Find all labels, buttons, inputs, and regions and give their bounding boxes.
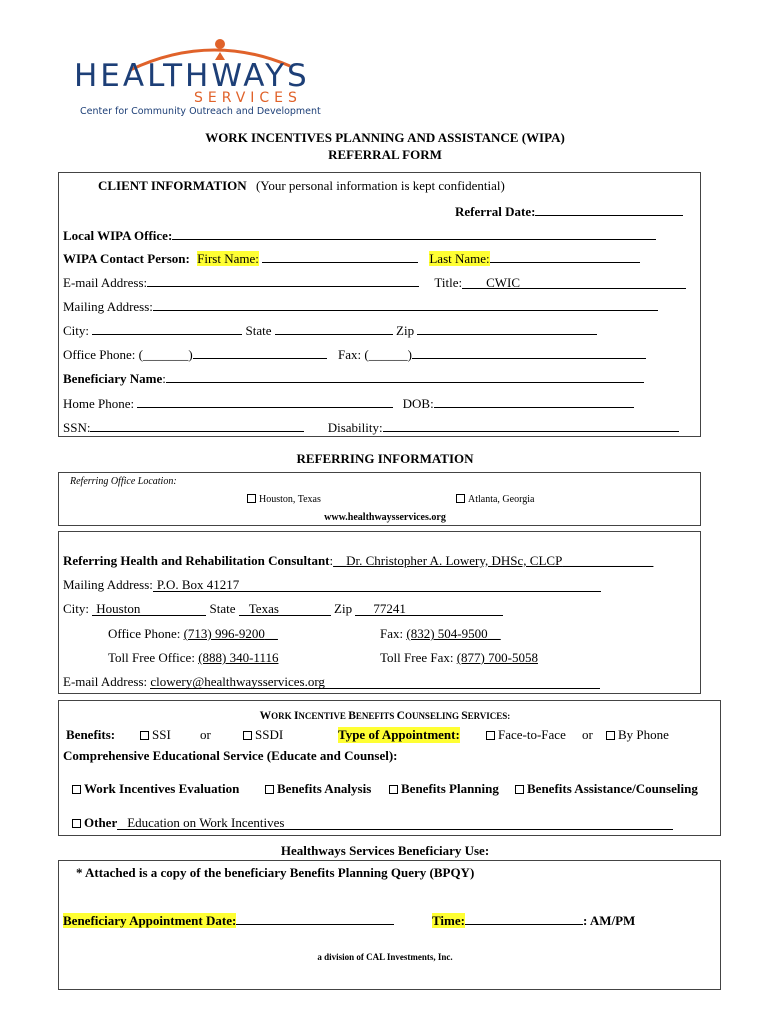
atlanta-label: Atlanta, Georgia (468, 494, 535, 505)
ces-label: Comprehensive Educational Service (Educate and Counsel): (63, 748, 398, 763)
disability-field[interactable] (383, 420, 679, 432)
other-row (72, 815, 673, 831)
assistance-label: Benefits Assistance/Counseling (527, 781, 698, 796)
ref-mailing-label: Mailing Address: (63, 577, 153, 592)
ampm-label: : AM/PM (582, 913, 636, 928)
ssdi-label: SSDI (255, 727, 284, 742)
ssi-option[interactable] (140, 727, 171, 743)
time-field[interactable] (465, 913, 583, 925)
assistance-option[interactable] (515, 781, 698, 797)
ssi-label: SSI (152, 727, 171, 742)
assistance-checkbox[interactable] (515, 785, 524, 794)
time-row (432, 913, 635, 929)
ref-email-field (150, 674, 600, 689)
beneficiary-name-row: Beneficiary Name: (63, 371, 644, 387)
toll-free-fax-value: (877) 700-5058 (456, 650, 538, 665)
title-value: CWIC (486, 275, 521, 290)
appt-date-field[interactable] (236, 913, 394, 925)
evaluation-label: Work Incentives Evaluation (84, 781, 240, 796)
ssn-field[interactable] (90, 420, 304, 432)
ref-office-phone-label: Office Phone: (108, 626, 181, 641)
consultant-value: __Dr. Christopher A. Lowery, DHSc, CLCP______________ (333, 553, 654, 568)
referring-heading: REFERRING INFORMATION (296, 451, 474, 466)
first-name-field[interactable] (262, 251, 418, 263)
website-link[interactable]: www.healthwaysservices.org (324, 512, 446, 523)
ref-email-value: clowery@healthwaysservices.org (150, 674, 325, 689)
ref-zip-value: 77241 (373, 601, 406, 616)
ref-email-label: E-mail Address: (63, 674, 148, 689)
local-office-row (63, 228, 656, 244)
client-office-phone-field[interactable] (193, 347, 327, 359)
beneficiary-use-heading: Healthways Services Beneficiary Use: (280, 843, 490, 858)
analysis-label: Benefits Analysis (277, 781, 372, 796)
ref-fax-row (380, 626, 501, 642)
client-email-row (63, 275, 686, 291)
houston-checkbox[interactable] (247, 494, 256, 503)
ssn-label: SSN: (63, 420, 91, 435)
home-phone-label: Home Phone: (63, 396, 135, 411)
referral-date-label: Referral Date: (455, 204, 536, 219)
client-office-phone-label: Office Phone: (_______) (63, 347, 193, 362)
ssi-checkbox[interactable] (140, 731, 149, 740)
consultant-label: Referring Health and Rehabilitation Consultant (63, 553, 330, 568)
client-fax-field[interactable] (412, 347, 646, 359)
last-name-label: Last Name: (429, 251, 490, 266)
by-phone-checkbox[interactable] (606, 731, 615, 740)
contact-person-row (63, 251, 640, 267)
client-zip-label: Zip (396, 323, 415, 338)
other-field[interactable] (117, 815, 673, 830)
appointment-type-label: Type of Appointment: (338, 727, 460, 742)
ref-mailing-field (153, 577, 601, 592)
referral-date-row (455, 204, 683, 220)
ref-email-row (63, 674, 600, 690)
local-office-label: Local WIPA Office: (63, 228, 173, 243)
other-label: Other (84, 815, 118, 830)
footer-division: a division of CAL Investments, Inc. (317, 952, 453, 962)
planning-option[interactable] (389, 781, 499, 797)
referral-date-field[interactable] (535, 204, 683, 216)
dob-label: DOB: (402, 396, 434, 411)
home-phone-field[interactable] (137, 396, 393, 408)
logo-sub: SERVICES (194, 90, 302, 106)
planning-label: Benefits Planning (401, 781, 499, 796)
evaluation-option[interactable] (72, 781, 239, 797)
ref-state-value: Texas (248, 601, 279, 616)
client-city-row (63, 323, 597, 339)
atlanta-option[interactable] (456, 494, 534, 505)
client-info-heading (98, 178, 505, 194)
ssn-row (63, 420, 679, 436)
ref-city-value: Houston (96, 601, 141, 616)
evaluation-checkbox[interactable] (72, 785, 81, 794)
ref-office-phone-value: (713) 996-9200__ (183, 626, 278, 641)
logo-tagline: Center for Community Outreach and Development (80, 106, 321, 117)
client-email-label: E-mail Address: (63, 275, 148, 290)
houston-label: Houston, Texas (259, 494, 321, 505)
logo-name: HEALTHWAYS (74, 58, 310, 94)
ref-fax-value: (832) 504-9500__ (406, 626, 501, 641)
home-phone-row (63, 396, 634, 412)
consultant-row: Referring Health and Rehabilitation Consultant:__Dr. Christopher A. Lowery, DHSc, CLCP______________ (63, 553, 654, 568)
title-label: Title: (434, 275, 463, 290)
ref-state-field (239, 601, 331, 616)
ref-fax-label: Fax: (380, 626, 404, 641)
client-fax-label: Fax: (______) (337, 347, 413, 362)
by-phone-label: By Phone (618, 727, 669, 742)
first-name-label: First Name: (197, 251, 259, 266)
other-checkbox[interactable] (72, 819, 81, 828)
client-email-field[interactable] (147, 275, 419, 287)
toll-free-office-row (108, 650, 278, 666)
benefits-label: Benefits: (66, 727, 116, 742)
ref-mailing-value: P.O. Box 41217 (156, 577, 240, 592)
form-subtitle: REFERRAL FORM (328, 147, 442, 162)
title-field[interactable] (462, 275, 686, 289)
ref-office-phone-row (108, 626, 278, 642)
client-city-field[interactable] (92, 323, 242, 335)
appt-date-row (63, 913, 394, 929)
ref-mailing-row (63, 577, 601, 593)
ref-city-row (63, 601, 503, 617)
toll-free-office-value: (888) 340-1116 (198, 650, 279, 665)
form-title: WORK INCENTIVES PLANNING AND ASSISTANCE (WIPA) (205, 130, 565, 145)
client-heading-text: CLIENT INFORMATION (98, 178, 247, 193)
analysis-checkbox[interactable] (265, 785, 274, 794)
beneficiary-name-field[interactable] (166, 371, 644, 383)
face-to-face-option[interactable] (486, 727, 566, 743)
client-state-label: State (245, 323, 272, 338)
houston-option[interactable] (247, 494, 321, 505)
services-heading: WORK INCENTIVE BENEFITS COUNSELING SERVICES: (259, 710, 511, 722)
attached-note: * Attached is a copy of the beneficiary Benefits Planning Query (BPQY) (76, 865, 475, 880)
client-mailing-label: Mailing Address: (63, 299, 153, 314)
analysis-option[interactable] (265, 781, 371, 797)
ref-state-label: State (209, 601, 236, 616)
contact-person-label: WIPA Contact Person: (63, 251, 190, 266)
face-to-face-label: Face-to-Face (498, 727, 566, 742)
local-office-field[interactable] (172, 228, 656, 240)
planning-checkbox[interactable] (389, 785, 398, 794)
ssdi-checkbox[interactable] (243, 731, 252, 740)
ref-zip-field (355, 601, 503, 616)
dob-field[interactable] (434, 396, 634, 408)
client-phone-row (63, 347, 646, 363)
ref-zip-label: Zip (334, 601, 353, 616)
ref-city-field (92, 601, 206, 616)
face-to-face-checkbox[interactable] (486, 731, 495, 740)
client-state-field[interactable] (275, 323, 393, 335)
client-heading-note: (Your personal information is kept confidential) (255, 178, 505, 193)
by-phone-option[interactable] (606, 727, 669, 743)
atlanta-checkbox[interactable] (456, 494, 465, 503)
client-city-label: City: (63, 323, 90, 338)
toll-free-fax-row (380, 650, 538, 666)
office-location-label: Referring Office Location: (70, 476, 177, 487)
toll-free-office-label: Toll Free Office: (108, 650, 195, 665)
last-name-field[interactable] (490, 251, 640, 263)
appt-date-label: Beneficiary Appointment Date: (63, 913, 237, 928)
ssdi-option[interactable] (243, 727, 283, 743)
time-label: Time: (432, 913, 465, 928)
beneficiary-name-label: Beneficiary Name (63, 371, 163, 386)
client-zip-field[interactable] (417, 323, 597, 335)
appointment-or: or (582, 727, 593, 742)
disability-label: Disability: (327, 420, 383, 435)
other-value: Education on Work Incentives (127, 815, 285, 830)
benefits-or: or (200, 727, 211, 742)
toll-free-fax-label: Toll Free Fax: (380, 650, 454, 665)
client-mailing-field[interactable] (153, 299, 658, 311)
company-logo (68, 36, 348, 118)
client-mailing-row (63, 299, 658, 315)
ref-city-label: City: (63, 601, 90, 616)
